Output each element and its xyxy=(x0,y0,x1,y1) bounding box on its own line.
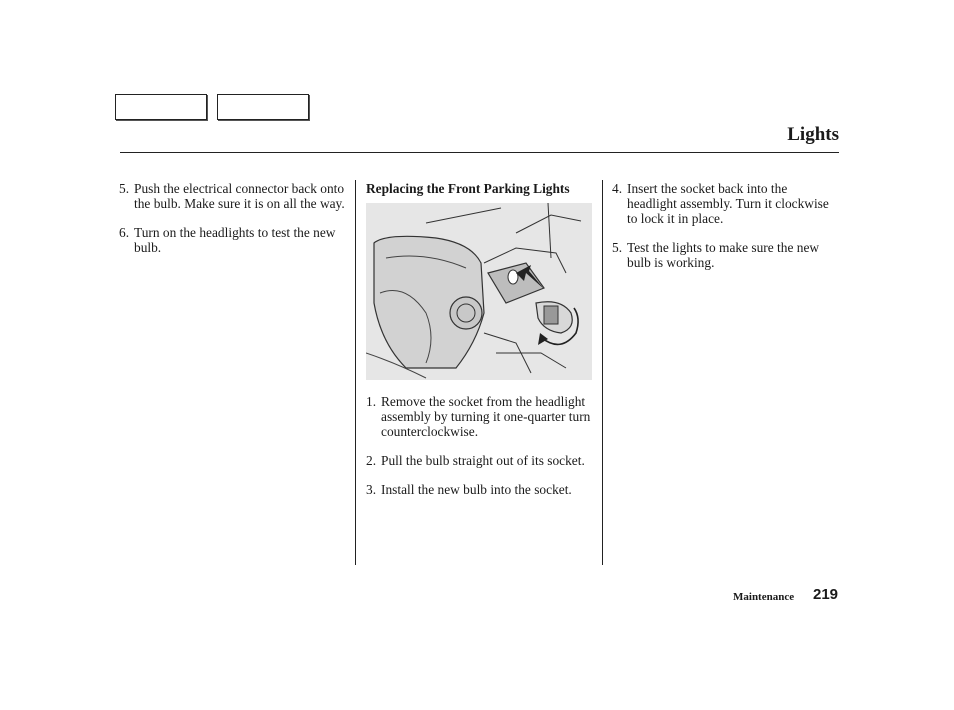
step-list xyxy=(366,394,598,497)
step-number: 4. xyxy=(612,181,623,196)
step-number: 3. xyxy=(366,482,377,497)
footer-section-label: Maintenance xyxy=(733,591,795,603)
step-list xyxy=(119,181,349,255)
nav-button-next[interactable] xyxy=(217,94,309,120)
column-divider xyxy=(355,180,356,565)
nav-button-previous[interactable] xyxy=(115,94,207,120)
page-number: 219 xyxy=(813,586,839,603)
step-number: 6. xyxy=(119,225,130,240)
left-column xyxy=(119,181,349,269)
section-heading: Replacing the Front Parking Lights xyxy=(366,181,570,196)
step-number: 2. xyxy=(366,453,377,468)
right-column xyxy=(612,181,837,284)
middle-column xyxy=(366,181,598,511)
parking-light-illustration xyxy=(366,203,592,380)
step-number: 5. xyxy=(612,240,623,255)
list-item xyxy=(612,240,837,270)
list-item xyxy=(366,453,598,468)
step-list xyxy=(612,181,837,270)
list-item xyxy=(119,225,349,255)
page-title: Lights xyxy=(787,124,839,145)
list-item xyxy=(366,394,598,439)
step-number: 5. xyxy=(119,181,130,196)
step-text: Pull the bulb straight out of its socket. xyxy=(381,453,585,468)
list-item xyxy=(612,181,837,226)
step-number: 1. xyxy=(366,394,377,409)
engine-bay-drawing xyxy=(366,203,592,380)
column-divider xyxy=(602,180,603,565)
step-text: Test the lights to make sure the new bulb is working. xyxy=(627,240,820,270)
list-item xyxy=(119,181,349,211)
step-text: Turn on the headlights to test the new bulb. xyxy=(134,225,336,255)
step-text: Remove the socket from the headlight assembly by turning it one-quarter turn counterclockwise. xyxy=(381,394,591,439)
title-rule xyxy=(120,152,839,153)
step-text: Insert the socket back into the headlight assembly. Turn it clockwise to lock it in place. xyxy=(627,181,829,226)
step-text: Install the new bulb into the socket. xyxy=(381,482,572,497)
step-text: Push the electrical connector back onto the bulb. Make sure it is on all the way. xyxy=(134,181,345,211)
list-item xyxy=(366,482,598,497)
